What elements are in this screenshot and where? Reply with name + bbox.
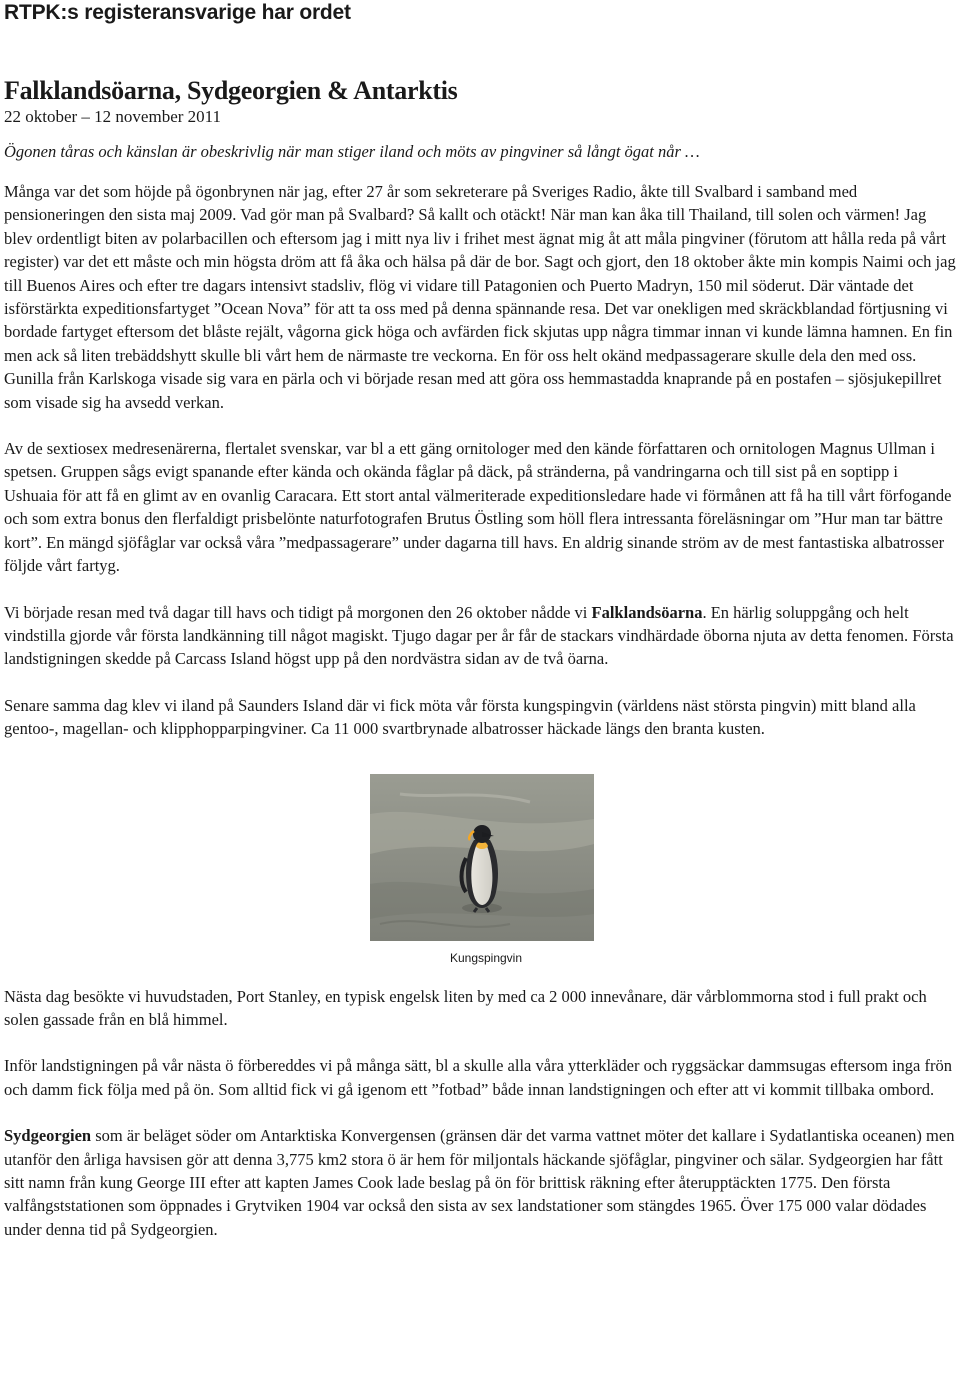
intro-quote: Ögonen tåras och känslan är obeskrivlig när man stiger iland och möts av pingviner så långt ögat når … (4, 142, 700, 161)
document-page (4, 0, 956, 1241)
paragraph-3-text: Vi började resan med två dagar till havs och tidigt på morgonen den 26 oktober nådde vi (4, 602, 592, 622)
paragraph-1: Många var det som höjde på ögonbrynen när jag, efter 27 år som sekreterare på Sveriges Radio, åkte till Svalbard i samband med pensioneringen den sista maj 2009. Vad gör man på Svalbard? Så kallt och otäckt! När man kan åka till Thailand, till solen och värmen! Jag blev ordentligt biten av polarbacillen och eftersom jag i mitt nya liv i frihet mest ägnat mig åt att måla pingviner (förutom att hålla reda på vårt register) var det ett måste och min högsta dröm att få åka och hälsa på där de bor. Sagt och gjort, den 18 oktober åkte min kompis Naimi och jag till Buenos Aires och efter tre dagars intensivt stadsliv, flög vi vidare till Patagonien och Puerto Madryn, 150 mil söderut. Där väntade det isförstärkta expeditionsfartyget ”Ocean Nova” för att ta oss med på denna spännande resa. Det var onekligen med skräckblandad förtjusning vi bordade fartyget eftersom det blåste rejält, vågorna gick höga och avfärden fick skjutas upp några timmar innan vi kunde lämna hamnen. En fin men ack så liten trebäddshytt skulle bli vårt hem de närmaste tre veckorna. En för oss helt okänd medpassagerare skulle dela den med oss. Gunilla från Karlskoga visade sig vara en pärla och vi började resan med att göra oss hemmastadda knaprande på en postafen – sjösjukepillret som visade sig ha avsedd verkan. (4, 182, 956, 412)
paragraph-5: Nästa dag besökte vi huvudstaden, Port Stanley, en typisk engelsk liten by med ca 2 000 innevånare, där vårblommorna stod i full prakt och solen gassade från en blå himmel. (4, 986, 927, 1029)
paragraph-6: Inför landstigningen på vår nästa ö förbereddes vi på många sätt, bl a skulle alla våra ytterkläder och ryggsäckar dammsugas eftersom inga frön och damm fick följa med på ön. Som alltid fick vi gå igenom ett ”fotbad” både innan landstigningen och efter att vi kommit tillbaka ombord. (4, 1056, 952, 1099)
sydgeorgien-bold: Sydgeorgien (4, 1126, 92, 1146)
paragraph-7 (4, 1124, 956, 1241)
trip-dates: 22 oktober – 12 november 2011 (4, 107, 222, 126)
falklandsoarna-bold: Falklandsöarna (591, 602, 703, 622)
paragraph-4: Senare samma dag klev vi iland på Saunders Island där vi fick möta vår första kungspingvin (världens näst största pingvin) mitt bland alla gentoo-, magellan- och klipphopparpingviner. Ca 11 000 svartbrynade albatrosser häckade längs den branta kusten. (4, 695, 916, 739)
paragraph-3 (4, 601, 956, 671)
paragraph-2: Av de sextiosex medresenärerna, flertalet svenskar, var bl a ett gäng ornitologer med den kände författaren och ornitologen Magnus Ullman i spetsen. Gruppen sågs evigt spanande efter kända och okända fåglar på däck, på stränderna, på vandringarna och till sist på en soptipp i Ushuaia för att få en glimt av en ovanlig Caracara. Ett stort antal välmeriterade expeditionsledare hade vi förmånen att få ha till vårt förfogande och som extra bonus den flerfaldigt prisbelönte naturfotografen Brutus Östling som höll flera intressanta föreläsningar om ”Hur man tar bättre kort”. En mängd sjöfåglar var också våra ”medpassagerare” under dagarna till havs. En aldrig sinande ström av de mest fantastiska albatrosser följde vårt fartyg. (4, 439, 952, 576)
penguin-figure (370, 774, 594, 965)
article-title: Falklandsöarna, Sydgeorgien & Antarktis (4, 76, 458, 105)
photo-caption: Kungspingvin (449, 950, 523, 965)
king-penguin-photo (370, 774, 594, 941)
paragraph-7-text: som är beläget söder om Antarktiska Konvergensen (gränsen där det varma vattnet möter det kallare i Sydatlantiska oceanen) men utanför den årliga havsisen gör att denna 3,775 km2 stora ö är hem för miljontals häckande sjöfåglar, pingviner och sälar. Sydgeorgien har fått sitt namn från kung George III efter att kapten James Cook lade beslag på ön för brittisk räkning efter återupptäckten 1775. Den första valfångststationen som öppnades i Grytviken 1904 var också den sista av sex landstationer som stängdes 1965. Över 175 000 valar dödades under denna tid på Sydgeorgien. (4, 1126, 955, 1239)
paragraph-3-rest: . En härlig soluppgång och helt vindstilla gjorde vår första landkänning till något magiskt. Tjugo dagar per år får de stackars vindhärdade öborna njuta av detta fenomen. Första landstigningen skedde på Carcass Island högst upp på den nordvästra sidan av de två öarna. (4, 602, 954, 669)
page-header: RTPK:s registeransvarige har ordet (4, 1, 351, 24)
